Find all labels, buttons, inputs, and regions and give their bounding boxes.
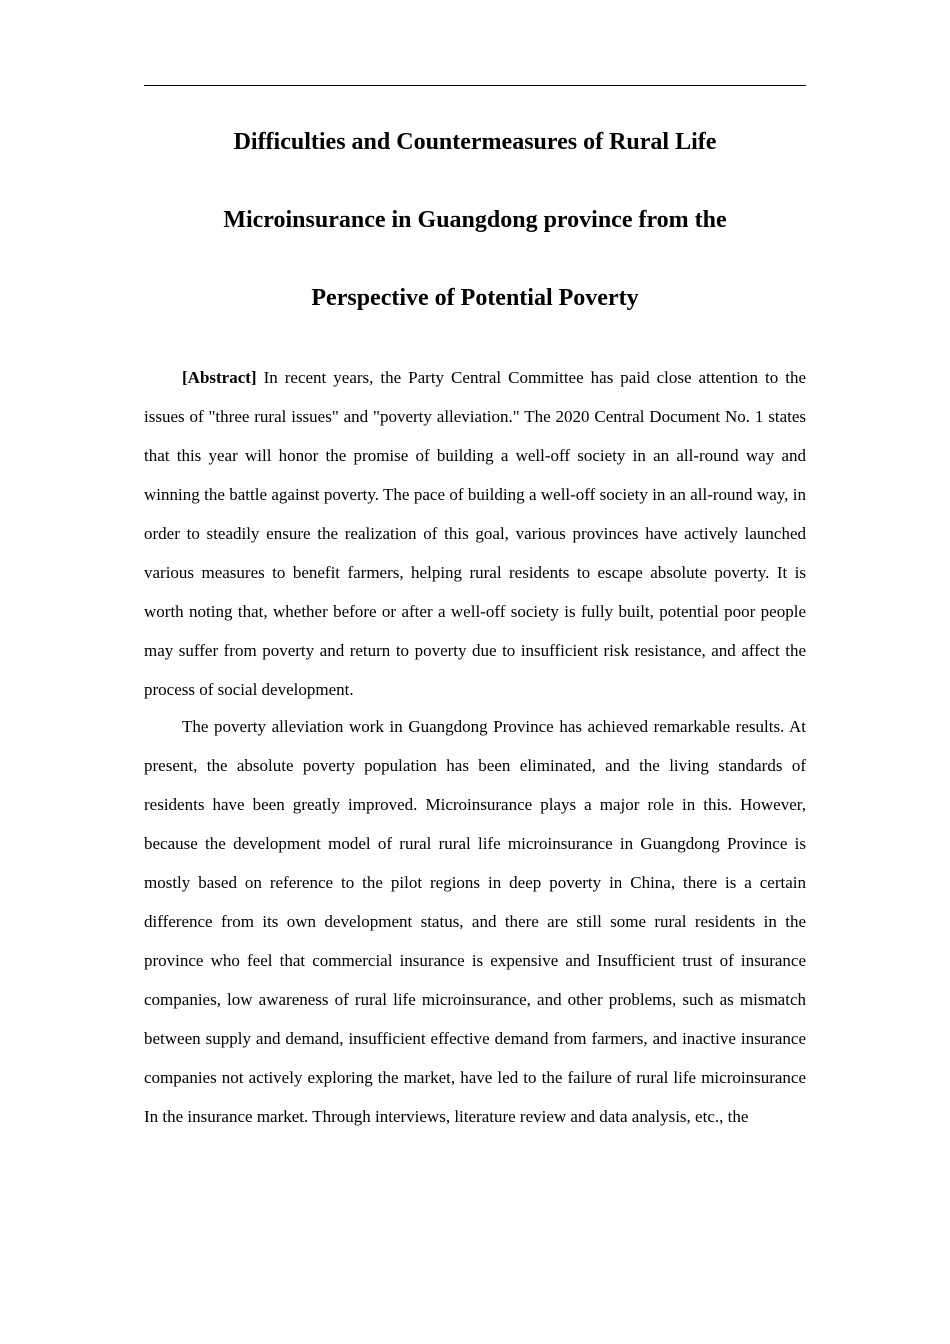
paper-title <box>144 115 806 349</box>
abstract-paragraph <box>144 358 806 709</box>
abstract-label: [Abstract] <box>182 368 257 387</box>
title-line-1: Difficulties and Countermeasures of Rural Life <box>233 129 717 155</box>
header-rule <box>144 85 806 86</box>
title-line-3: Perspective of Potential Poverty <box>311 285 639 311</box>
body-paragraph-2: The poverty alleviation work in Guangdong Province has achieved remarkable results. At present, the absolute poverty population has been eliminated, and the living standards of residents have been greatly improved. Microinsurance plays a major role in this. However, because the development model of rural rural life microinsurance in Guangdong Province is mostly based on reference to the pilot regions in deep poverty in China, there is a certain difference from its own development status, and there are still some rural residents in the province who feel that commercial insurance is expensive and Insufficient trust of insurance companies, low awareness of rural life microinsurance, and other problems, such as mismatch between supply and demand, insufficient effective demand from farmers, and inactive insurance companies not actively exploring the market, have led to the failure of rural life microinsurance In the insurance market. Through interviews, literature review and data analysis, etc., the <box>144 717 806 1126</box>
body-text <box>144 358 806 1136</box>
title-line-2: Microinsurance in Guangdong province from the <box>223 207 727 233</box>
abstract-text: In recent years, the Party Central Committee has paid close attention to the issues of "three rural issues" and "poverty alleviation." The 2020 Central Document No. 1 states that this year will honor the promise of building a well-off society in an all-round way and winning the battle against poverty. The pace of building a well-off society in an all-round way, in order to steadily ensure the realization of this goal, various provinces have actively launched various measures to benefit farmers, helping rural residents to escape absolute poverty. It is worth noting that, whether before or after a well-off society is fully built, potential poor people may suffer from poverty and return to poverty due to insufficient risk resistance, and affect the process of social development. <box>144 368 806 699</box>
